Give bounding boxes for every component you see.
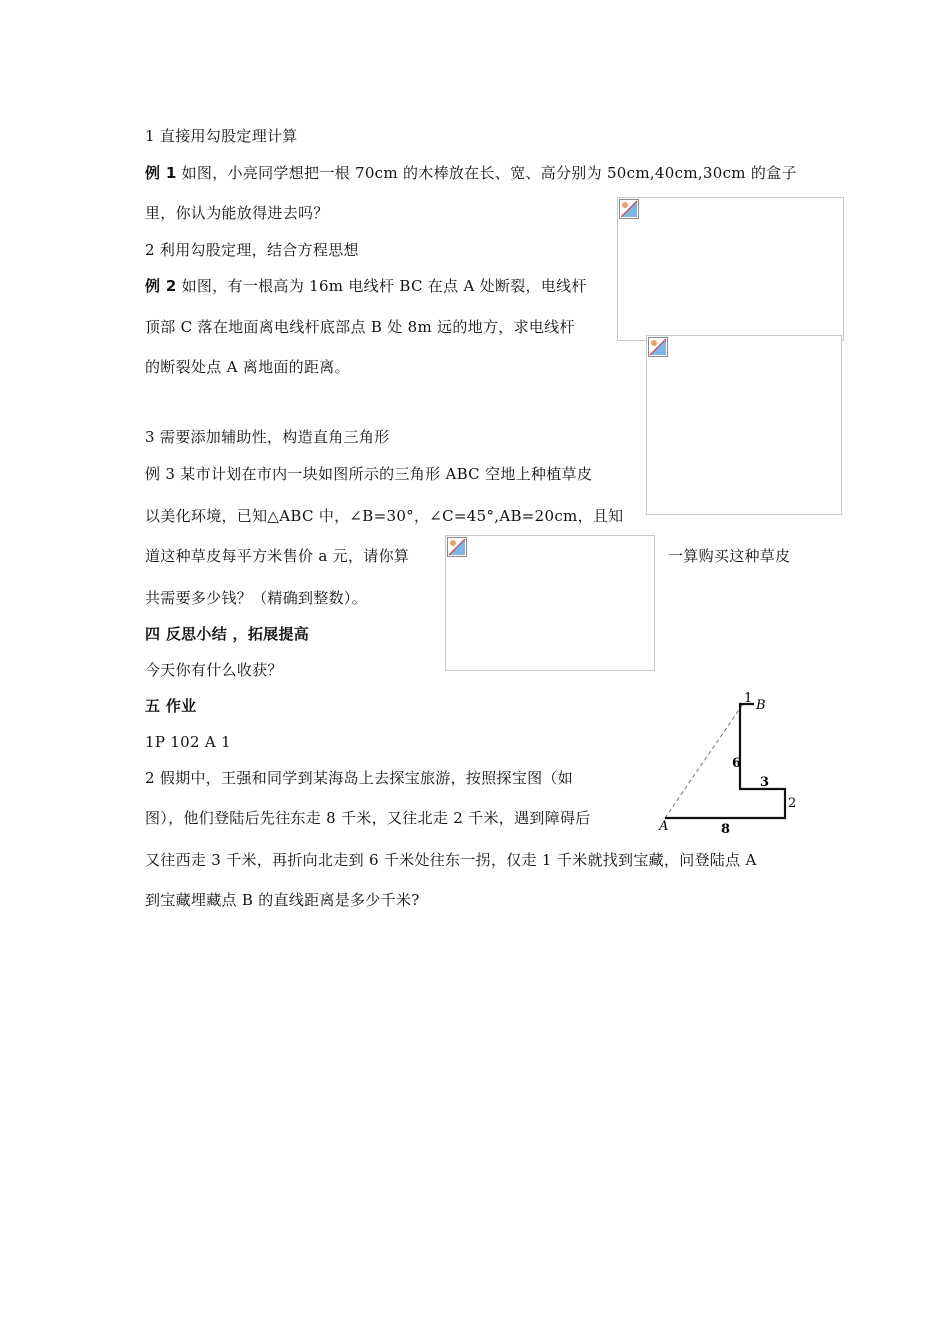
example-1-label: 例 1 (145, 164, 177, 182)
treasure-map-figure (655, 688, 815, 838)
example-2-line-2: 顶部 C 落在地面离电线杆底部点 B 处 8m 远的地方，求电线杆 (145, 318, 575, 336)
homework-item-2-line-4: 到宝藏埋藏点 B 的直线距离是多少千米? (145, 891, 420, 909)
section-4-heading: 四 反思小结 ，拓展提高 (145, 625, 310, 643)
example-2-label: 例 2 (145, 277, 177, 295)
label-6: 6 (732, 756, 742, 771)
example-3-line-2: 以美化环境，已知△ABC 中，∠B=30°，∠C=45°,AB=20cm，且知 (145, 507, 624, 525)
homework-item-2-line-3: 又往西走 3 千米，再折向北走到 6 千米处往东一拐，仅走 1 千米就找到宝藏，问登陆点 A (145, 851, 757, 869)
broken-image-icon (619, 199, 639, 219)
label-8: 8 (721, 822, 731, 837)
example-2-line-3: 的断裂处点 A 离地面的距离。 (145, 358, 350, 376)
section-4-question: 今天你有什么收获？ (145, 661, 283, 679)
homework-item-2-line-1: 2 假期中，王强和同学到某海岛上去探宝旅游，按照探宝图（如 (145, 769, 574, 787)
example-2-figure-placeholder (646, 335, 842, 515)
label-a: A (659, 819, 669, 834)
section-2-heading: 2 利用勾股定理，结合方程思想 (145, 241, 359, 259)
section-3-heading: 3 需要添加辅助性，构造直角三角形 (145, 428, 390, 446)
homework-item-1: 1P 102 A 1 (145, 733, 231, 751)
broken-image-icon (648, 337, 668, 357)
label-2: 2 (788, 796, 797, 811)
example-1-line-2: 里，你认为能放得进去吗？ (145, 204, 329, 222)
homework-item-2-line-2: 图），他们登陆后先往东走 8 千米，又往北走 2 千米，遇到障碍后 (145, 809, 591, 827)
label-3: 3 (760, 775, 770, 790)
example-1-text-1: 如图，小亮同学想把一根 70cm 的木棒放在长、宽、高分别为 50cm,40cm,30cm 的盒子 (176, 164, 797, 182)
label-1: 1 (744, 691, 753, 706)
example-1-figure-placeholder (617, 197, 844, 341)
example-1-line-1 (145, 163, 797, 183)
example-3-line-3-left: 道这种草皮每平方米售价 a 元，请你算 (145, 547, 410, 565)
broken-image-icon (447, 537, 467, 557)
section-1-heading: 1 直接用勾股定理计算 (145, 127, 298, 145)
example-2-text-1: 如图，有一根高为 16m 电线杆 BC 在点 A 处断裂，电线杆 (176, 277, 587, 295)
example-3-line-1: 例 3 某市计划在市内一块如图所示的三角形 ABC 空地上种植草皮 (145, 465, 593, 483)
example-3-line-4: 共需要多少钱？（精确到整数）。 (145, 589, 368, 607)
example-2-line-1 (145, 276, 587, 296)
label-b: B (756, 698, 766, 713)
section-5-heading: 五 作业 (145, 697, 197, 715)
example-3-figure-placeholder (445, 535, 655, 671)
route-path (665, 704, 785, 818)
example-3-line-3-right: 一算购买这种草皮 (668, 547, 791, 565)
